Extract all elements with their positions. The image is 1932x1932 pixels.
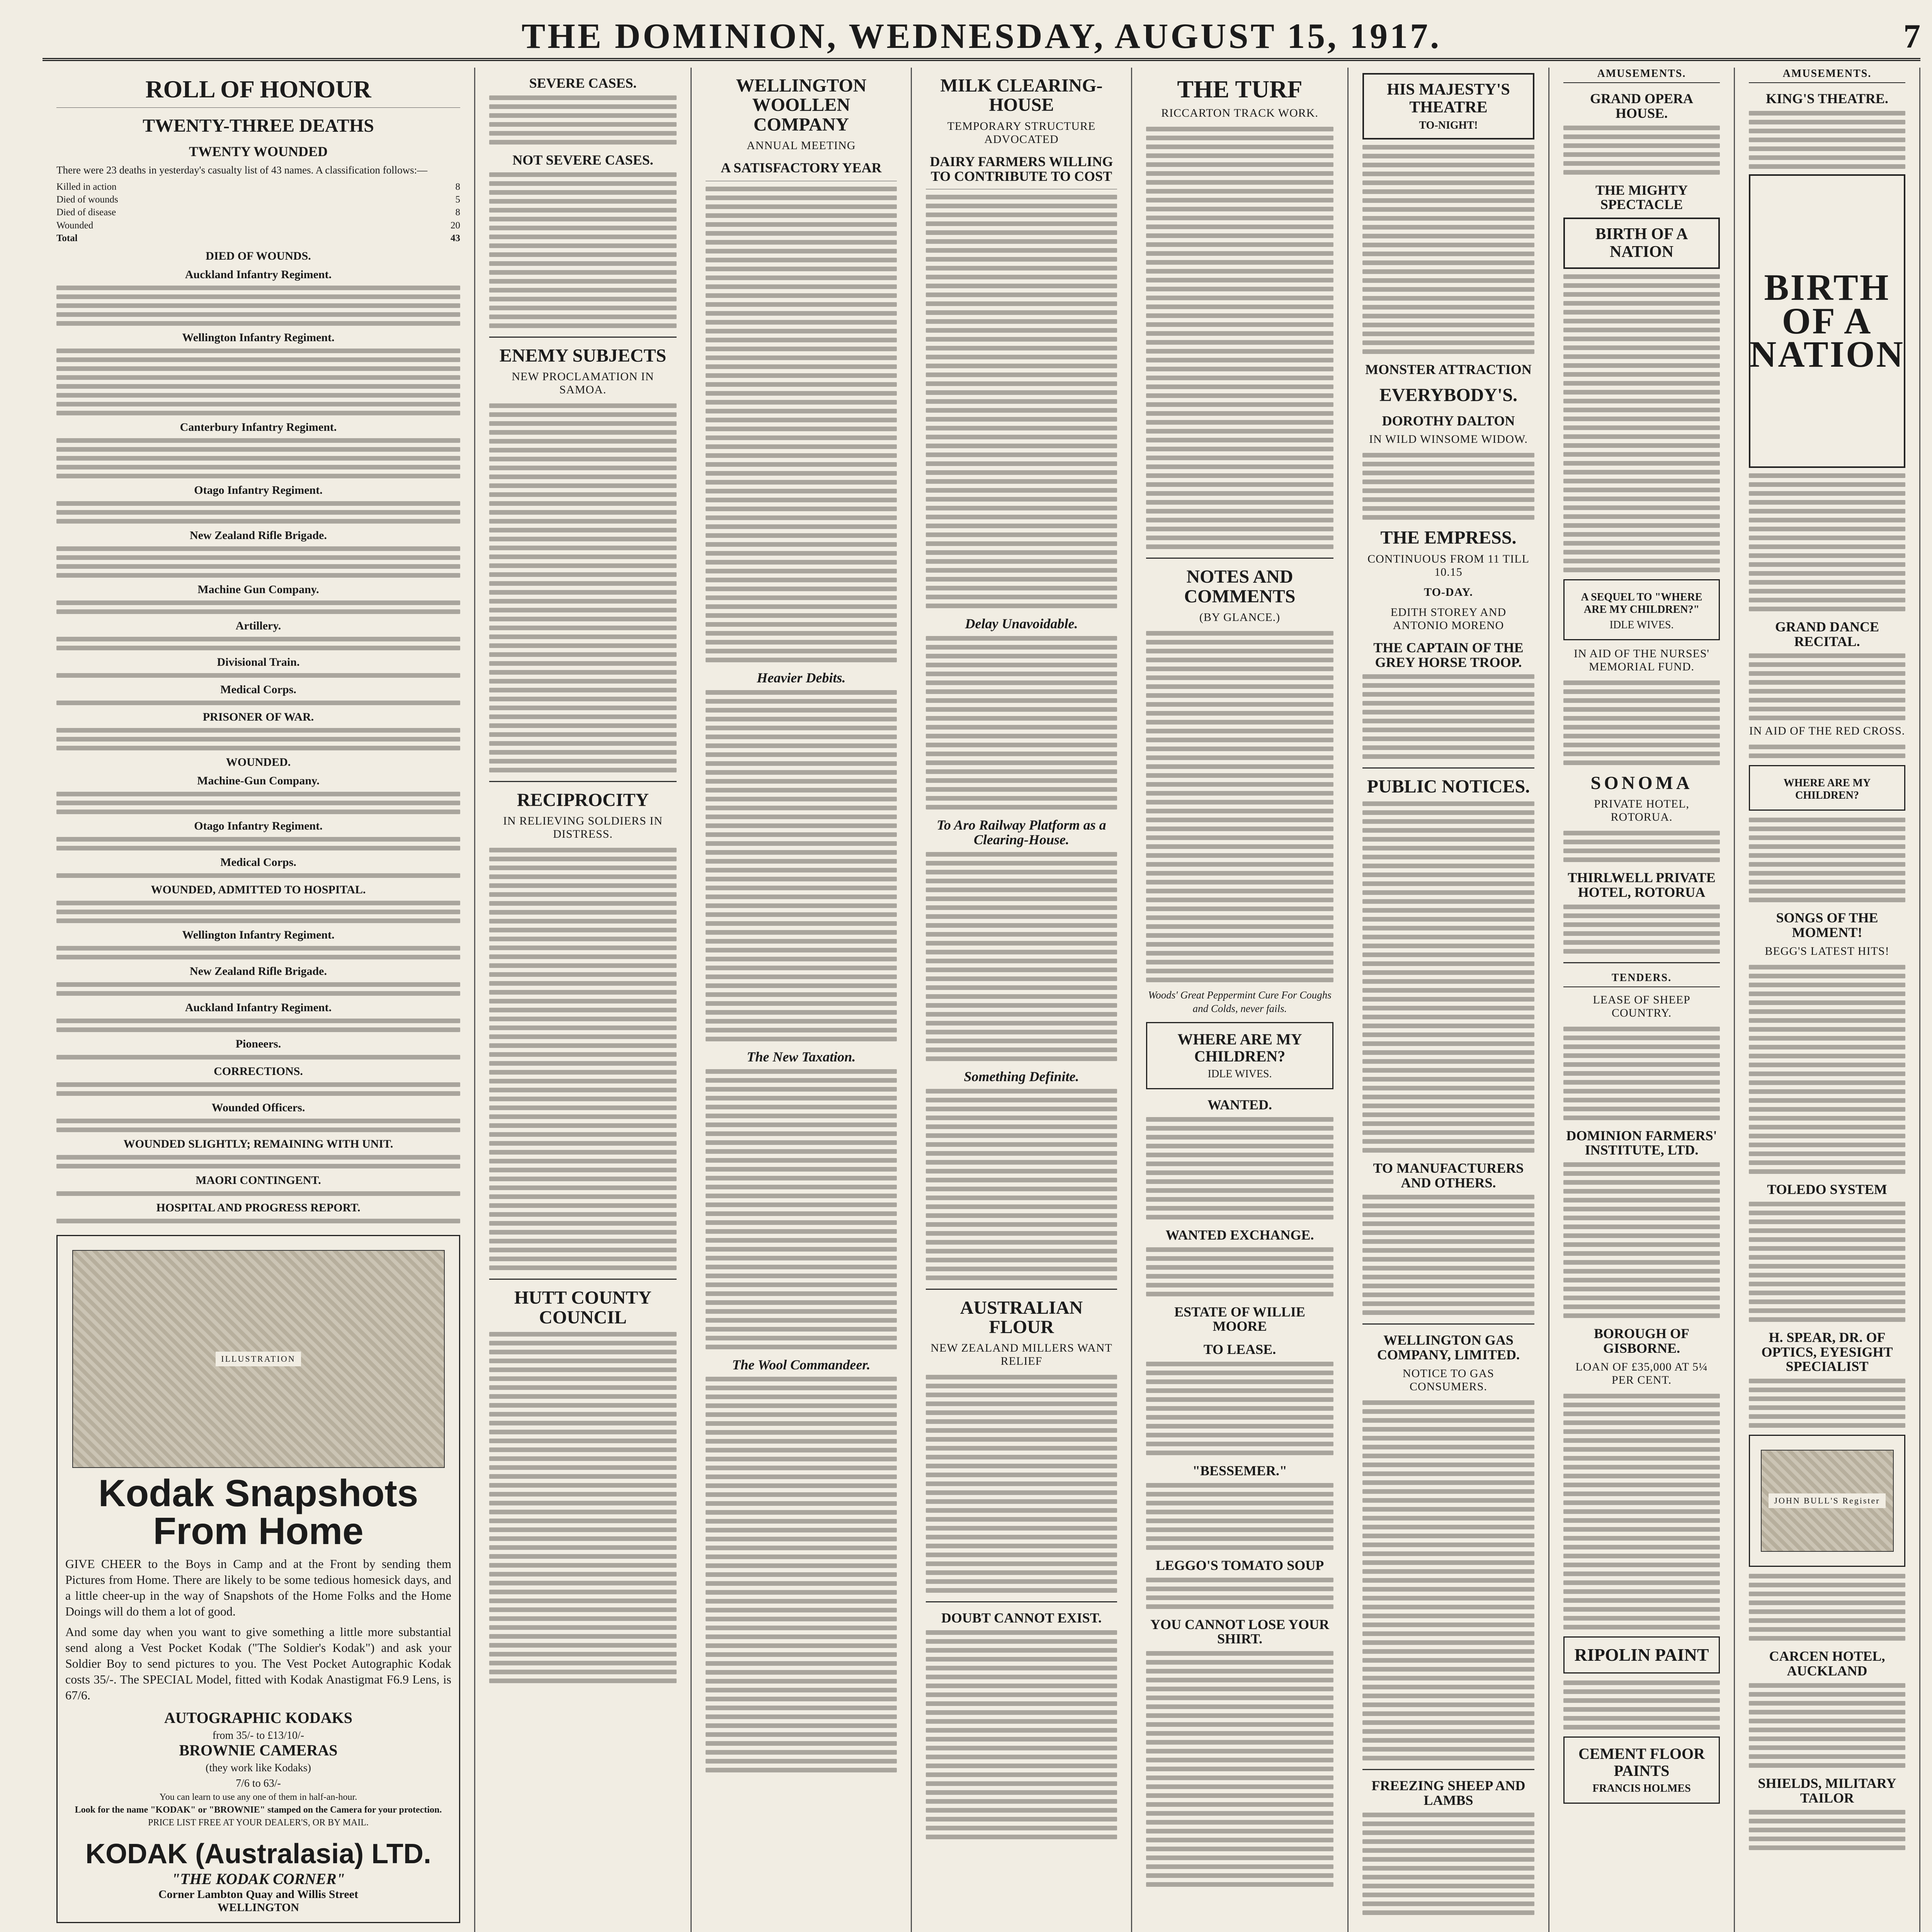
borough-gisborne: BOROUGH OF GISBORNE.: [1594, 1326, 1689, 1356]
flour-title: AUSTRALIAN FLOUR: [960, 1297, 1083, 1337]
column-turf: [1132, 68, 1349, 1932]
kodak-city: WELLINGTON: [217, 1901, 299, 1914]
register-illustration: JOHN BULL'S Register: [1761, 1450, 1894, 1552]
section-head: Wounded Officers.: [211, 1101, 305, 1114]
enemy-subjects-title: ENEMY SUBJECTS: [499, 345, 667, 366]
birth-big-title: BIRTH OF A NATION: [1750, 267, 1905, 375]
section-head: Canterbury Infantry Regiment.: [180, 421, 337, 434]
section-head: PRISONER OF WAR.: [202, 711, 314, 724]
column-amusements-1: [1549, 68, 1735, 1932]
tonight: TO-NIGHT!: [1419, 119, 1478, 132]
learn-note: You can learn to use any one of them in half-an-hour.: [159, 1792, 357, 1802]
to-manufacturers: TO MANUFACTURERS AND OTHERS.: [1373, 1160, 1524, 1190]
stat-row: Died of wounds 5: [56, 194, 460, 205]
kodak-advertisement: [56, 1235, 460, 1923]
section-head: WOUNDED.: [226, 756, 291, 769]
sequel-heading-2: WHERE ARE MY CHILDREN?: [1783, 777, 1871, 802]
thirlwell: THIRLWELL PRIVATE HOTEL, ROTORUA: [1568, 869, 1716, 900]
section-head: Divisional Train.: [217, 656, 300, 669]
nurses-memorial: IN AID OF THE NURSES' MEMORIAL FUND.: [1574, 647, 1709, 673]
stat-row: Total 43: [56, 233, 460, 243]
idle-wives: IDLE WIVES.: [1208, 1068, 1272, 1080]
tenders-header: TENDERS.: [1563, 972, 1720, 987]
continuous: CONTINUOUS FROM 11 TILL 10.15: [1367, 552, 1529, 578]
deaths-title: TWENTY-THREE DEATHS: [143, 116, 374, 136]
section-head: Auckland Infantry Regiment.: [185, 1001, 332, 1014]
stat-row: Died of disease 8: [56, 207, 460, 218]
public-notices: PUBLIC NOTICES.: [1367, 776, 1530, 797]
carcen-hotel: CARCEN HOTEL, AUCKLAND: [1769, 1648, 1885, 1679]
section-head: Wellington Infantry Regiment.: [182, 331, 335, 344]
kodak-company: KODAK (Australasia) LTD.: [85, 1838, 431, 1869]
delay-unavoidable: Delay Unavoidable.: [965, 616, 1078, 632]
sequel-heading: A SEQUEL TO "WHERE ARE MY CHILDREN?": [1581, 591, 1702, 616]
hutt-council-title: HUTT COUNTY COUNCIL: [514, 1287, 652, 1328]
kodak-title: Kodak Snapshots From Home: [98, 1472, 418, 1553]
leggos-soup: LEGGO'S TOMATO SOUP: [1155, 1557, 1324, 1573]
section-head: Wellington Infantry Regiment.: [182, 929, 335, 942]
autographic-kodaks: AUTOGRAPHIC KODAKS: [164, 1709, 353, 1726]
not-severe-cases: NOT SEVERE CASES.: [512, 152, 653, 168]
francis-holmes: FRANCIS HOLMES: [1592, 1782, 1691, 1795]
sequel-box-2: [1749, 765, 1905, 811]
woollen-head: A SATISFACTORY YEAR: [721, 160, 882, 176]
cement-title: CEMENT FLOOR PAINTS: [1578, 1745, 1705, 1780]
column-enemy-subjects: [475, 68, 692, 1932]
cement-paints-ad: [1563, 1736, 1720, 1804]
freezing-sheep: FREEZING SHEEP AND LAMBS: [1371, 1777, 1526, 1808]
kodak-corner: "THE KODAK CORNER": [172, 1870, 345, 1888]
notice-gas: NOTICE TO GAS CONSUMERS.: [1403, 1367, 1494, 1393]
section-died-of-wounds: DIED OF WOUNDS.: [206, 250, 311, 263]
to-lease: TO LEASE.: [1203, 1342, 1276, 1357]
loan: LOAN OF £35,000 AT 5¼ PER CENT.: [1575, 1360, 1708, 1386]
birth-big-ad: [1749, 174, 1905, 468]
today: TO-DAY.: [1424, 585, 1473, 599]
autographic-price: from 35/- to £13/10/-: [212, 1729, 304, 1742]
column-amusements-2: [1735, 68, 1920, 1932]
section-head: WOUNDED, ADMITTED TO HOSPITAL.: [151, 883, 366, 896]
brownie-range: 7/6 to 63/-: [236, 1777, 281, 1789]
grey-horse-troop: THE CAPTAIN OF THE GREY HORSE TROOP.: [1373, 639, 1524, 670]
songs-of-moment: SONGS OF THE MOMENT!: [1776, 910, 1878, 940]
price-list-note: PRICE LIST FREE AT YOUR DEALER'S, OR BY MAIL.: [148, 1817, 369, 1828]
mighty-spectacle: THE MIGHTY SPECTACLE: [1595, 182, 1688, 213]
riccarton-track: RICCARTON TRACK WORK.: [1161, 107, 1318, 120]
section-head: WOUNDED SLIGHTLY; REMAINING WITH UNIT.: [123, 1138, 393, 1151]
section-head: Otago Infantry Regiment.: [194, 820, 323, 833]
grand-dance: GRAND DANCE RECITAL.: [1775, 619, 1879, 649]
lease-sheep: LEASE OF SHEEP COUNTRY.: [1593, 993, 1690, 1019]
stat-row: Wounded 20: [56, 220, 460, 231]
dairy-title: DAIRY FARMERS WILLING TO CONTRIBUTE TO COST: [930, 153, 1113, 184]
section-head: New Zealand Rifle Brigade.: [190, 965, 327, 978]
kodak-text-2: And some day when you want to give something a little more substantial send along a Vest Pocket Kodak ("The Soldier's Kodak") and ask your Soldier Boy to send pictures to you. The Vest Pocket Autographic Kodak costs 35/-. The SPECIAL Model, fitted with Kodak Anastigmat F6.9 Lens, is 67/6.: [65, 1624, 451, 1702]
section-head: Medical Corps.: [220, 856, 296, 869]
majesty-title: HIS MAJESTY'S THEATRE: [1387, 81, 1510, 117]
ripolin-title: RIPOLIN PAINT: [1574, 1645, 1709, 1665]
flour-sub: NEW ZEALAND MILLERS WANT RELIEF: [930, 1342, 1112, 1368]
turf-title: THE TURF: [1177, 75, 1303, 103]
newspaper-title: THE DOMINION, WEDNESDAY, AUGUST 15, 1917.: [521, 16, 1442, 56]
woods-ad: Woods' Great Peppermint Cure For Coughs and Colds, never fails.: [1148, 989, 1332, 1014]
toledo-system: TOLEDO SYSTEM: [1767, 1181, 1887, 1197]
severe-cases: SEVERE CASES.: [529, 75, 637, 91]
wool-commandeer: The Wool Commandeer.: [732, 1357, 871, 1372]
beggs-hits: BEGG'S LATEST HITS!: [1765, 944, 1889, 957]
column-roll-of-honour: [43, 68, 475, 1932]
private-hotel: PRIVATE HOTEL, ROTORUA.: [1594, 797, 1689, 823]
majesty-theatre-ad: [1362, 73, 1534, 139]
wanted-title: WANTED.: [1207, 1097, 1272, 1113]
page-number: 7: [1903, 18, 1920, 55]
spear-optics: H. SPEAR, DR. OF OPTICS, EYESIGHT SPECIALIST: [1761, 1329, 1893, 1374]
wanted-exchange: WANTED EXCHANGE.: [1165, 1227, 1314, 1243]
soldiers-illustration: ILLUSTRATION: [72, 1250, 445, 1468]
railway-platform: To Aro Railway Platform as a Clearing-House.: [937, 817, 1106, 847]
sequel-box: [1563, 579, 1720, 640]
sonoma: SONOMA: [1590, 772, 1693, 793]
bessemer: "BESSEMER.": [1192, 1463, 1287, 1479]
storey-moreno: EDITH STOREY AND ANTONIO MORENO: [1390, 605, 1507, 632]
everybodys: EVERYBODY'S.: [1379, 385, 1518, 406]
reciprocity-sub: IN RELIEVING SOLDIERS IN DISTRESS.: [503, 815, 663, 841]
brownie-note: (they work like Kodaks): [206, 1762, 311, 1774]
section-head: MAORI CONTINGENT.: [196, 1174, 321, 1187]
column-theatre-notices: [1349, 68, 1549, 1932]
look-note: Look for the name "KODAK" or "BROWNIE" stamped on the Camera for your protection.: [75, 1804, 442, 1815]
section-head: Auckland Infantry Regiment.: [185, 268, 332, 281]
kings-theatre: KING'S THEATRE.: [1766, 91, 1888, 106]
section-head: CORRECTIONS.: [214, 1065, 303, 1078]
woollen-sub: ANNUAL MEETING: [747, 139, 856, 152]
amusements-header: AMUSEMENTS.: [1563, 68, 1720, 83]
gas-company: WELLINGTON GAS COMPANY, LIMITED.: [1377, 1332, 1520, 1363]
kodak-address: Corner Lambton Quay and Willis Street: [158, 1888, 358, 1901]
sequel-title: WHERE ARE MY CHILDREN?: [1177, 1031, 1302, 1065]
section-head: Medical Corps.: [220, 683, 296, 696]
section-head: Otago Infantry Regiment.: [194, 484, 323, 497]
woollen-title: WELLINGTON WOOLLEN COMPANY: [736, 75, 867, 135]
notes-title: NOTES AND COMMENTS: [1184, 566, 1296, 607]
birth-title: BIRTH OF A NATION: [1595, 225, 1688, 261]
section-head: New Zealand Rifle Brigade.: [190, 529, 327, 542]
brownie-cameras: BROWNIE CAMERAS: [179, 1741, 338, 1759]
new-taxation: The New Taxation.: [747, 1049, 856, 1065]
milk-sub: TEMPORARY STRUCTURE ADVOCATED: [947, 119, 1096, 146]
section-head: HOSPITAL AND PROGRESS REPORT.: [156, 1201, 361, 1214]
birth-of-nation-ad: [1563, 218, 1720, 269]
masthead: [43, 12, 1920, 61]
roll-intro: There were 23 deaths in yesterday's casualty list of 43 names. A classification follows:—: [56, 164, 428, 176]
section-head: Machine Gun Company.: [197, 583, 319, 596]
column-milk-clearing: [912, 68, 1132, 1932]
stat-row: Killed in action 8: [56, 181, 460, 192]
enemy-subjects-sub: NEW PROCLAMATION IN SAMOA.: [512, 370, 654, 396]
dorothy-dalton: DOROTHY DALTON: [1382, 413, 1515, 429]
roll-title: ROLL OF HONOUR: [145, 75, 371, 103]
something-definite: Something Definite.: [964, 1068, 1079, 1084]
amusements-header-2: AMUSEMENTS.: [1749, 68, 1905, 83]
empress: THE EMPRESS.: [1380, 527, 1517, 548]
red-cross: IN AID OF THE RED CROSS.: [1749, 724, 1905, 738]
estate-moore: ESTATE OF WILLIE MOORE: [1174, 1304, 1305, 1334]
doubt-title: DOUBT CANNOT EXIST.: [941, 1610, 1102, 1626]
farmers-institute: DOMINION FARMERS' INSTITUTE, LTD.: [1566, 1128, 1717, 1158]
casualty-stats: [56, 181, 460, 244]
column-woollen-company: [692, 68, 912, 1932]
sequel-ad: [1146, 1022, 1333, 1089]
ripolin-ad: [1563, 1636, 1720, 1674]
monster-attraction: MONSTER ATTRACTION: [1365, 362, 1532, 378]
idle-wives-box: IDLE WIVES.: [1609, 619, 1674, 631]
section-head: Machine-Gun Company.: [197, 774, 320, 787]
milk-title: MILK CLEARING-HOUSE: [940, 75, 1103, 116]
heavier-debits: Heavier Debits.: [757, 670, 846, 685]
notes-byline: (BY GLANCE.): [1199, 611, 1281, 624]
shirt-ad: YOU CANNOT LOSE YOUR SHIRT.: [1150, 1616, 1330, 1647]
wounded-title: TWENTY WOUNDED: [189, 143, 328, 159]
john-bull-register-ad: [1749, 1435, 1905, 1567]
section-head: Artillery.: [235, 619, 281, 633]
wild-winsome-widow: IN WILD WINSOME WIDOW.: [1369, 433, 1528, 446]
kodak-text: GIVE CHEER to the Boys in Camp and at the Front by sending them Pictures from Home. There are likely to be some tedious homesick days, and a little cheer-up in the way of Snapshots of the Home Folks and the Home Doings will do them a lot of good.: [65, 1557, 451, 1619]
reciprocity-title: RECIPROCITY: [517, 789, 649, 810]
shields-tailor: SHIELDS, MILITARY TAILOR: [1758, 1775, 1896, 1806]
grand-opera-house: GRAND OPERA HOUSE.: [1590, 91, 1693, 121]
section-head: Pioneers.: [235, 1037, 281, 1051]
